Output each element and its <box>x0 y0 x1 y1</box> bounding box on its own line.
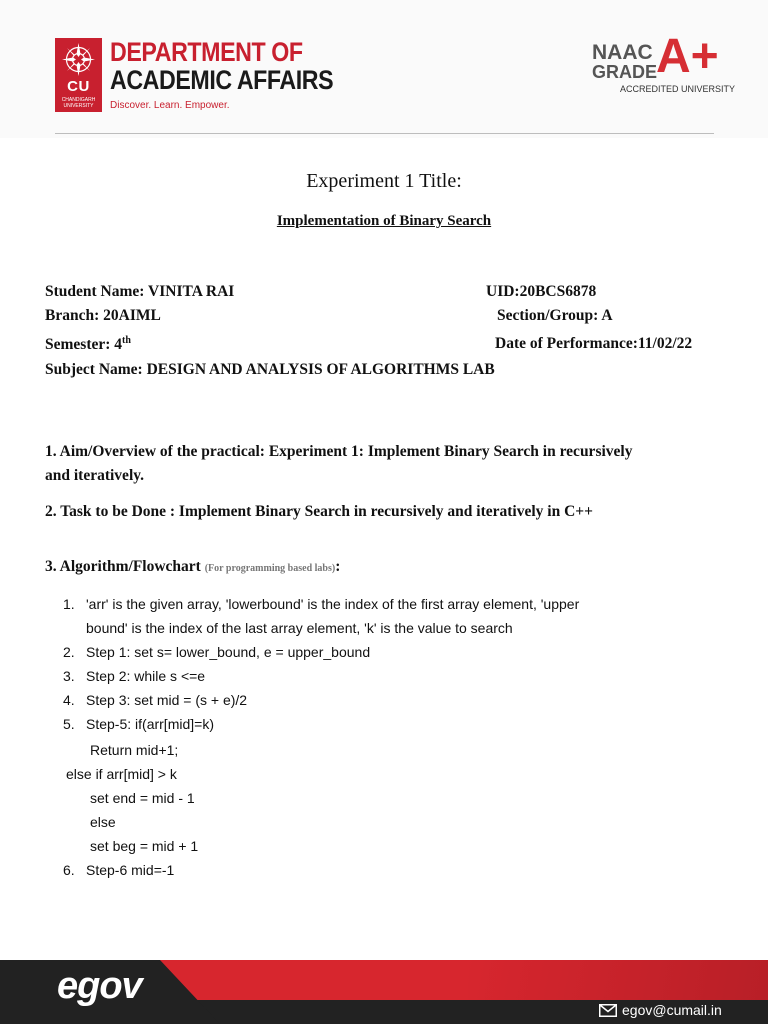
step-text: Step 1: set s= lower_bound, e = upper_bound <box>86 644 371 660</box>
step-number: 1. <box>63 596 75 612</box>
mail-icon <box>599 1004 617 1017</box>
student-name: Student Name: VINITA RAI <box>45 283 235 300</box>
aim-line-1: 1. Aim/Overview of the practical: Experiment 1: Implement Binary Search in recursively <box>45 443 633 460</box>
footer-email: egov@cumail.in <box>622 1002 722 1018</box>
step-number: 2. <box>63 644 75 660</box>
department-title-line1: DEPARTMENT OF <box>110 37 303 67</box>
accredited-label: ACCREDITED UNIVERSITY <box>620 84 736 94</box>
algorithm-heading-note: (For programming based labs) <box>204 563 336 574</box>
algorithm-heading-text: 3. Algorithm/Flowchart <box>45 558 201 575</box>
step-number: 4. <box>63 692 75 708</box>
logo-initials: CU <box>67 78 90 95</box>
step-text: else if arr[mid] > k <box>66 766 177 782</box>
algorithm-heading <box>45 558 340 576</box>
university-logo <box>55 38 102 112</box>
star-emblem-icon <box>61 42 96 77</box>
subject-name: Subject Name: DESIGN AND ANALYSIS OF ALGORITHMS LAB <box>45 361 495 378</box>
task-line: 2. Task to be Done : Implement Binary Search in recursively and iteratively in C++ <box>45 503 593 520</box>
logo-university-name: CHANDIGARH UNIVERSITY <box>61 97 96 109</box>
step-number: 3. <box>63 668 75 684</box>
step-text: Step-5: if(arr[mid]=k) <box>86 716 214 732</box>
experiment-title: Experiment 1 Title: <box>306 170 462 192</box>
experiment-subtitle: Implementation of Binary Search <box>276 213 492 229</box>
egov-logo: egov <box>57 965 142 1007</box>
branch: Branch: 20AIML <box>45 307 161 324</box>
step-text: set end = mid - 1 <box>90 790 195 806</box>
step-text: set beg = mid + 1 <box>90 838 199 854</box>
tagline: Discover. Learn. Empower. <box>110 100 230 111</box>
step-text: bound' is the index of the last array element, 'k' is the value to search <box>86 620 513 636</box>
step-text: Step-6 mid=-1 <box>86 862 175 878</box>
semester-label: Semester: 4 <box>45 336 123 354</box>
step-text: Step 2: while s <=e <box>86 668 206 684</box>
header-divider <box>55 133 714 134</box>
step-number: 5. <box>63 716 75 732</box>
step-text: 'arr' is the given array, 'lowerbound' is the index of the first array element, 'upper <box>86 596 580 612</box>
step-number: 6. <box>63 862 75 878</box>
step-text: Return mid+1; <box>90 742 179 758</box>
date-of-performance: Date of Performance:11/02/22 <box>495 335 693 352</box>
grade-label: GRADE <box>592 62 658 82</box>
student-uid: UID:20BCS6878 <box>486 283 597 300</box>
semester <box>45 335 131 354</box>
section-group: Section/Group: A <box>497 307 613 324</box>
semester-superscript: th <box>122 335 131 346</box>
naac-label: NAAC <box>592 41 653 64</box>
letterhead-header <box>0 0 768 138</box>
step-text: else <box>90 814 116 830</box>
department-title-line2: ACADEMIC AFFAIRS <box>110 65 334 95</box>
aim-line-2: and iteratively. <box>45 467 145 484</box>
algorithm-heading-colon: : <box>335 558 341 575</box>
grade-value: A+ <box>656 30 719 83</box>
step-text: Step 3: set mid = (s + e)/2 <box>86 692 248 708</box>
